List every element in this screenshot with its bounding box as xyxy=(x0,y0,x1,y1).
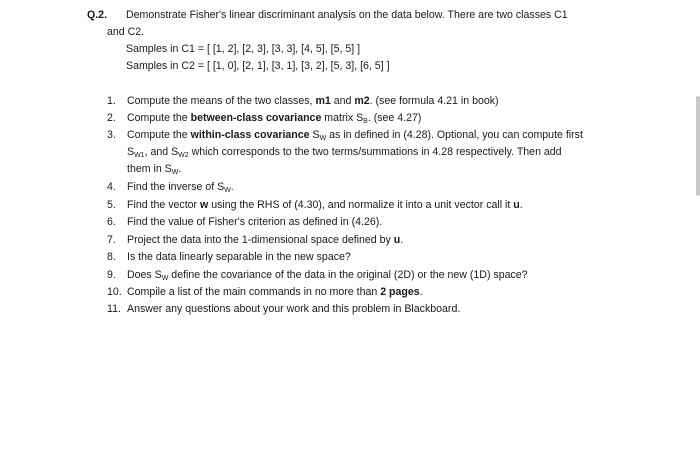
item-number: 3. xyxy=(107,129,116,141)
list-item: 10. Compile a list of the main commands in no more than 2 pages. xyxy=(107,286,423,298)
item-number: 10. xyxy=(107,286,122,298)
list-item: 2. Compute the between-class covariance matrix $S_B$. (see 4.27) xyxy=(107,112,422,125)
item-number: 2. xyxy=(107,112,116,124)
item-number: 4. xyxy=(107,181,116,193)
list-item: 4. Find the inverse of $S_W$. xyxy=(107,181,234,194)
question-number: Q.2. xyxy=(87,9,108,21)
item-number: 8. xyxy=(107,251,116,263)
list-item: 5. Find the vector w using the RHS of (4.30), and normalize it into a unit vector call it u. xyxy=(107,199,523,211)
list-item: 9. Does $S_W$ define the covariance of the data in the original (2D) or the new (1D) space? xyxy=(107,269,528,282)
question-intro-line2: and C2. xyxy=(107,26,145,38)
list-item: 11. Answer any questions about your work and this problem in Blackboard. xyxy=(107,303,461,315)
list-item: 3. Compute the within-class covariance $S_W$ as in defined in (4.28). Optional, you can compute first xyxy=(107,129,583,142)
list-item-continuation: them in $S_W$. xyxy=(127,163,182,176)
samples-c1: Samples in C1 = [ [1, 2], [2, 3], [3, 3], [4, 5], [5, 5] ] xyxy=(126,43,361,55)
item-number: 1. xyxy=(107,95,116,107)
item-number: 11. xyxy=(107,303,121,315)
item-number: 6. xyxy=(107,216,116,228)
list-item: 8. Is the data linearly separable in the new space? xyxy=(107,251,351,263)
item-number: 9. xyxy=(107,269,116,281)
list-item: 6. Find the value of Fisher's criterion as defined in (4.26). xyxy=(107,216,383,228)
question-intro-line1: Demonstrate Fisher's linear discriminant analysis on the data below. There are two classes C1 xyxy=(126,9,568,21)
list-item: 7. Project the data into the 1-dimensional space defined by u. xyxy=(107,234,404,246)
list-item: 1. Compute the means of the two classes, m1 and m2. (see formula 4.21 in book) xyxy=(107,95,499,107)
scrollbar-thumb[interactable] xyxy=(696,96,700,196)
item-number: 7. xyxy=(107,234,116,246)
item-number: 5. xyxy=(107,199,116,211)
samples-c2: Samples in C2 = [ [1, 0], [2, 1], [3, 1], [3, 2], [5, 3], [6, 5] ] xyxy=(126,60,390,72)
list-item-continuation: $S_{W1}$, and $S_{W2}$ which corresponds to the two terms/summations in 4.28 respectively. Then add xyxy=(127,146,562,159)
